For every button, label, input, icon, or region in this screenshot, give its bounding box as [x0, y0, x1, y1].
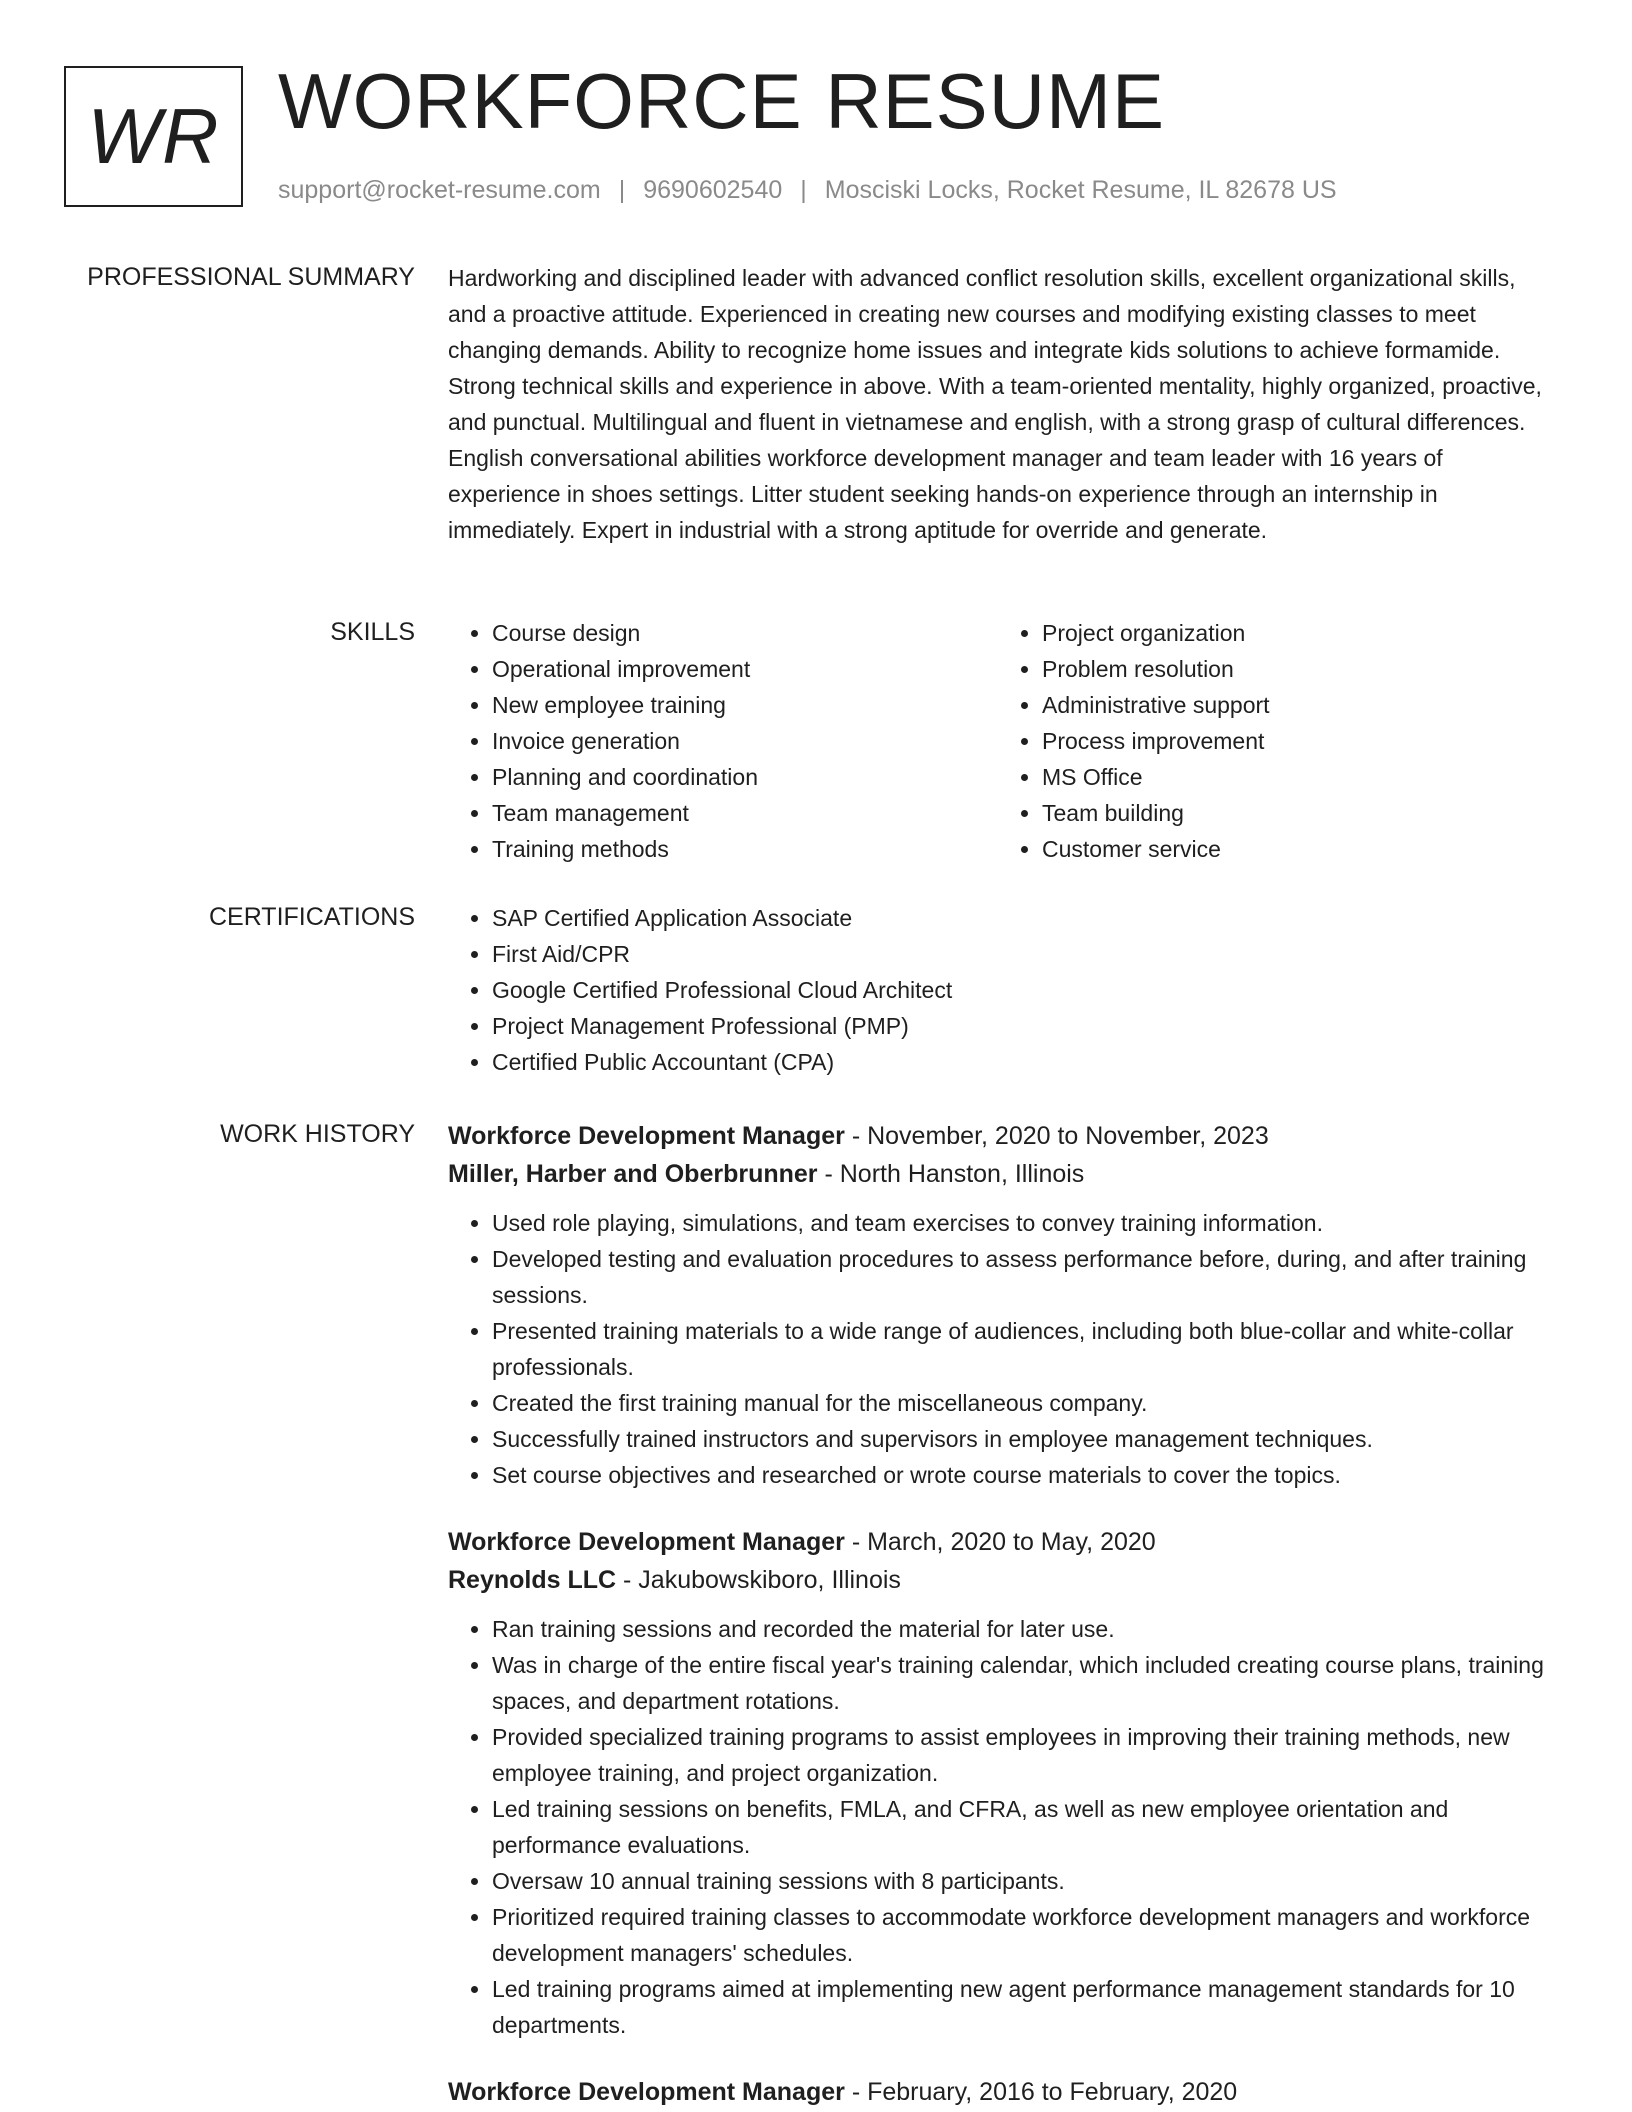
job-title-line: [448, 1117, 1556, 1155]
summary-body: [448, 260, 1556, 548]
contact-address: Mosciski Locks, Rocket Resume, IL 82678 US: [824, 176, 1337, 204]
job-title-line: [448, 1523, 1556, 1561]
skills-heading: SKILLS: [330, 618, 415, 646]
certification-item: • Project Management Professional (PMP): [492, 1008, 1556, 1044]
job-company: Miller, Harber and Oberbrunner: [448, 1160, 818, 1188]
skill-item: • Administrative support: [1042, 687, 1582, 723]
certification-item: • First Aid/CPR: [492, 936, 1556, 972]
job-bullet: • Oversaw 10 annual training sessions with 8 participants.: [492, 1863, 1556, 1899]
candidate-name: WORKFORCE RESUME: [278, 57, 1166, 145]
job-title: Workforce Development Manager: [448, 1122, 845, 1150]
work-history-body: [448, 1117, 1556, 2111]
skill-item: • Problem resolution: [1042, 651, 1582, 687]
certifications-list: [448, 900, 1556, 1080]
skill-item: • Customer service: [1042, 831, 1582, 867]
job-company-line: [448, 1155, 1556, 1193]
certifications-body: [448, 900, 1556, 1080]
contact-separator: |: [800, 176, 807, 204]
job-title: Workforce Development Manager: [448, 1528, 845, 1556]
skill-item: • MS Office: [1042, 759, 1582, 795]
contact-separator: |: [618, 176, 626, 204]
certification-item: • Certified Public Accountant (CPA): [492, 1044, 1556, 1080]
skills-list-left: [448, 615, 1032, 867]
job-dates: - November, 2020 to November, 2023: [844, 1122, 1269, 1150]
contact-line: [278, 174, 1337, 206]
skill-item: • Process improvement: [1042, 723, 1582, 759]
skill-item: • Operational improvement: [492, 651, 1032, 687]
skill-item: • Team building: [1042, 795, 1582, 831]
skill-item: • Team management: [492, 795, 1032, 831]
skill-item: • Invoice generation: [492, 723, 1032, 759]
job-entry: [448, 2073, 1556, 2111]
monogram-logo: WR: [64, 66, 243, 207]
contact-phone: 9690602540: [643, 176, 783, 204]
job-bullet: • Set course objectives and researched or wrote course materials to cover the topics.: [492, 1457, 1556, 1493]
job-bullet: • Developed testing and evaluation procedures to assess performance before, during, and after training sessions.: [492, 1241, 1556, 1313]
summary-text: Hardworking and disciplined leader with advanced conflict resolution skills, excellent organizational skills, and a proactive attitude. Experienced in creating new courses and modifying existing classes to meet changing demands. Ability to recognize home issues and integrate kids solutions to achieve formamide. Strong technical skills and experience in above. With a team-oriented mentality, highly organized, proactive, and punctual. Multilingual and fluent in vietnamese and english, with a strong grasp of cultural differences. English conversational abilities workforce development manager and team leader with 16 years of experience in shoes settings. Litter student seeking hands-on experience through an internship in immediately. Expert in industrial with a strong aptitude for override and generate.: [448, 265, 1542, 543]
job-dates: - March, 2020 to May, 2020: [844, 1528, 1156, 1556]
job-entry: [448, 1117, 1556, 1493]
skill-item: • Planning and coordination: [492, 759, 1032, 795]
job-bullet: • Created the first training manual for the miscellaneous company.: [492, 1385, 1556, 1421]
contact-email: support@rocket-resume.com: [278, 176, 601, 204]
certification-item: • SAP Certified Application Associate: [492, 900, 1556, 936]
job-bullet: • Provided specialized training programs to assist employees in improving their training methods, new employee training, and project organization.: [492, 1719, 1556, 1791]
job-bullet: • Used role playing, simulations, and team exercises to convey training information.: [492, 1205, 1556, 1241]
job-company-line: [448, 1561, 1556, 1599]
skill-item: • New employee training: [492, 687, 1032, 723]
certifications-heading: CERTIFICATIONS: [208, 903, 415, 931]
job-bullet: • Prioritized required training classes to accommodate workforce development managers and workforce development managers' schedules.: [492, 1899, 1556, 1971]
skill-item: • Training methods: [492, 831, 1032, 867]
summary-heading: PROFESSIONAL SUMMARY: [87, 263, 415, 291]
job-bullet-list: [448, 1611, 1556, 2043]
job-company: Reynolds LLC: [448, 1566, 617, 1594]
job-bullet: • Successfully trained instructors and supervisors in employee management techniques.: [492, 1421, 1556, 1457]
job-bullet: • Was in charge of the entire fiscal year's training calendar, which included creating course plans, training spaces, and department rotations.: [492, 1647, 1556, 1719]
job-bullet: • Led training programs aimed at implementing new agent performance management standards for 10 departments.: [492, 1971, 1556, 2043]
job-title: Workforce Development Manager: [448, 2078, 845, 2106]
job-title-line: [448, 2073, 1556, 2111]
job-location: - North Hanston, Illinois: [817, 1160, 1085, 1188]
job-entry: [448, 1523, 1556, 2043]
skills-list-right: [998, 615, 1582, 867]
job-bullet-list: [448, 1205, 1556, 1493]
skill-item: • Course design: [492, 615, 1032, 651]
job-bullet: • Presented training materials to a wide range of audiences, including both blue-collar and white-collar professionals.: [492, 1313, 1556, 1385]
job-location: - Jakubowskiboro, Illinois: [616, 1566, 901, 1594]
skill-item: • Project organization: [1042, 615, 1582, 651]
job-dates: - February, 2016 to February, 2020: [844, 2078, 1238, 2106]
certification-item: • Google Certified Professional Cloud Architect: [492, 972, 1556, 1008]
job-bullet: • Ran training sessions and recorded the material for later use.: [492, 1611, 1556, 1647]
job-bullet: • Led training sessions on benefits, FMLA, and CFRA, as well as new employee orientation and performance evaluations.: [492, 1791, 1556, 1863]
work-history-heading: WORK HISTORY: [220, 1120, 415, 1148]
